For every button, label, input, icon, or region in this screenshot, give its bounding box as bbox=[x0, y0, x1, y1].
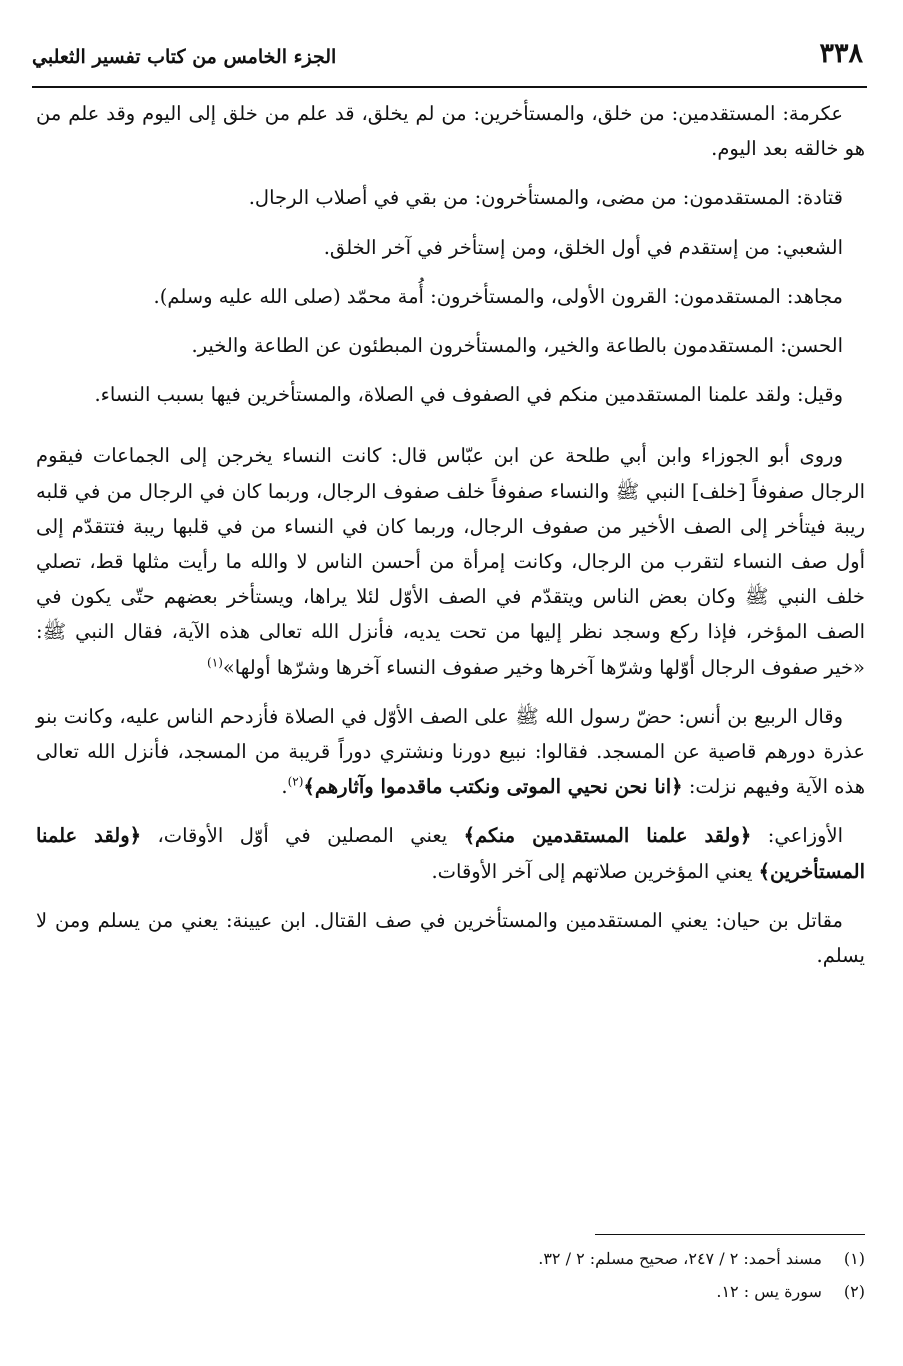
rabi-end: . bbox=[281, 775, 288, 799]
page-number: ٣٣٨ bbox=[819, 38, 863, 69]
footnote-2 bbox=[36, 1275, 865, 1308]
footnote-text: مسند أحمد: ٢ / ٢٤٧، صحيح مسلم: ٢ / ٣٢. bbox=[538, 1249, 822, 1268]
quran-verse-yasin: ﴿انا نحن نحيي الموتى ونكتب ماقدموا وآثارهم﴾ bbox=[303, 775, 683, 799]
paragraph-qatada: قتادة: المستقدمون: من مضى، والمستأخرون: من بقي في أصلاب الرجال. bbox=[248, 186, 843, 210]
awzai-text-2: يعني المؤخرين صلاتهم إلى آخر الأوقات. bbox=[431, 859, 753, 883]
paragraph-shabi: الشعبي: من إستقدم في أول الخلق، ومن إستأخر في آخر الخلق. bbox=[323, 235, 843, 259]
footnote-ref-2: (٢) bbox=[287, 774, 304, 789]
footnote-ref-1: (١) bbox=[207, 655, 223, 670]
quran-verse-mustakhirin: ﴿ولقد علمنا المستأخرين﴾ bbox=[36, 824, 865, 883]
footnote-1 bbox=[36, 1242, 865, 1275]
paragraph-awzai bbox=[36, 818, 865, 888]
awzai-text-1: يعني المصلين في أوّل الأوقات، bbox=[157, 824, 448, 848]
narration-text: وروى أبو الجوزاء وابن أبي طلحة عن ابن عبّاس قال: كانت النساء يخرجن إلى الجماعات فيقوم الرجال صفوفاً [خلف] النبي ﷺ والنساء صفوفاً خلف صفوف الرجال، وربما كان في الرجال من في قلبه ريبة فيتأخر إلى الصف الأخير من صفوف الرجال، وربما كان في النساء من في قلبها ريبة فتتقدّم إلى أول صف النساء لتقرب من الرجال، وكانت إمرأة من أحسن الناس لا والله ما رأيت مثلها قط، تصلي خلف النبي ﷺ وكان بعض الناس ويتقدّم في الصف الأوّل لئلا يراها، ويستأخر بعضهم حتّى يكون في الصف المؤخر، فإذا ركع وسجد نظر إليها من تحت يديه، فأنزل الله تعالى هذه الآية، فقال النبي ﷺ: «خير صفوف الرجال أوّلها وشرّها آخرها وخير صفوف النساء آخرها وشرّها أولها» bbox=[36, 444, 865, 679]
paragraph-narration bbox=[36, 438, 865, 684]
paragraph-rabi bbox=[36, 699, 865, 805]
footnotes bbox=[36, 1242, 865, 1308]
rabi-text: وقال الربيع بن أنس: حضّ رسول الله ﷺ على الصف الأوّل في الصلاة فأزدحم الناس عليه، وكانت بنو عذرة دورهم قاصية عن المسجد. فقالوا: نبيع دورنا ونشتري دوراً قريبة من المسجد، فأنزل الله تعالى هذه الآية وفيهم نزلت: bbox=[36, 704, 865, 799]
footnote-number: (١) bbox=[843, 1249, 865, 1268]
footnote-divider bbox=[595, 1234, 865, 1235]
footnote-text: سورة يس : ١٢. bbox=[716, 1282, 822, 1301]
footnote-number: (٢) bbox=[843, 1282, 865, 1301]
running-title: الجزء الخامس من كتاب تفسير الثعلبي bbox=[32, 46, 337, 68]
paragraph-mujahid: مجاهد: المستقدمون: القرون الأولى، والمستأخرون: أُمة محمّد (صلى الله عليه وسلم). bbox=[153, 284, 843, 308]
page-header bbox=[32, 36, 867, 88]
awzai-label: الأوزاعي: bbox=[767, 824, 843, 848]
paragraph-muqatil: مقاتل بن حيان: يعني المستقدمين والمستأخرين في صف القتال. ابن عيينة: يعني من يسلم ومن لا يسلم. bbox=[36, 908, 865, 968]
paragraph-qil: وقيل: ولقد علمنا المستقدمين منكم في الصفوف في الصلاة، والمستأخرين فيها بسبب النساء. bbox=[94, 383, 843, 407]
quran-verse-mustaqdimin: ﴿ولقد علمنا المستقدمين منكم﴾ bbox=[463, 824, 752, 848]
paragraph-ikrima: عكرمة: المستقدمين: من خلق، والمستأخرين: من لم يخلق، قد علم من خلق إلى اليوم وقد علم من هو خالقه بعد اليوم. bbox=[36, 102, 865, 161]
main-text bbox=[36, 96, 865, 987]
paragraph-hasan: الحسن: المستقدمون بالطاعة والخير، والمستأخرون المبطئون عن الطاعة والخير. bbox=[191, 334, 843, 358]
